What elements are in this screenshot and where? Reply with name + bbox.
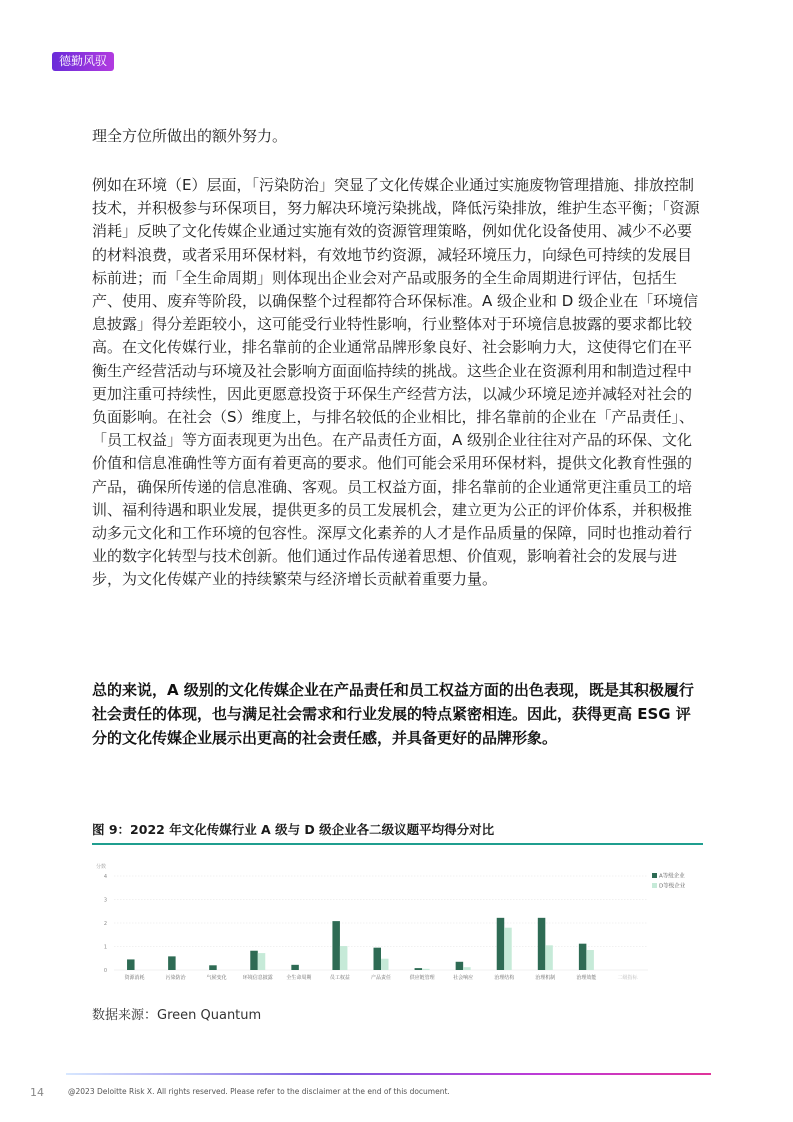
y-tick-label: 0 <box>103 968 107 974</box>
bar-a-9 <box>497 918 505 970</box>
footer-copyright: @2023 Deloitte Risk X. All rights reserved. Please refer to the disclaimer at the end of this document. <box>68 1087 450 1096</box>
chart-y-ticks <box>104 874 107 974</box>
x-tick-label: 治理效能 <box>576 975 597 981</box>
figure-divider <box>92 843 703 845</box>
bar-a-7 <box>415 968 423 970</box>
chart-x-ticks <box>125 974 639 981</box>
bar-a-11 <box>579 944 587 970</box>
legend-swatch <box>652 883 657 888</box>
brand-badge: 德勤风驭 <box>52 52 114 71</box>
paragraph-continuation: 理全方位所做出的额外努力。 <box>92 127 288 145</box>
x-tick-label: 全生命周期 <box>286 975 312 981</box>
bar-a-6 <box>374 948 382 970</box>
x-tick-label: 治理结构 <box>494 975 515 981</box>
y-tick-label: 3 <box>103 897 107 904</box>
bar-d-8 <box>463 967 471 970</box>
bar-d-5 <box>340 946 348 970</box>
figure-title: 图 9：2022 年文化传媒行业 A 级与 D 级企业各二级议题平均得分对比 <box>92 822 495 837</box>
x-tick-label: 二级指标 <box>617 975 638 981</box>
y-axis-label: 分数 <box>96 864 107 870</box>
bar-a-5 <box>332 921 340 970</box>
bar-a-10 <box>538 918 546 970</box>
bar-chart-svg <box>92 852 703 992</box>
x-tick-label: 气候变化 <box>206 975 227 981</box>
legend-swatch <box>652 873 657 878</box>
y-tick-label: 1 <box>103 944 107 951</box>
chart-legend <box>652 872 686 890</box>
x-tick-label: 产品责任 <box>370 975 392 981</box>
x-tick-label: 资源消耗 <box>124 975 145 981</box>
page-number: 14 <box>30 1086 44 1099</box>
bar-d-7 <box>422 969 430 970</box>
x-tick-label: 员工权益 <box>329 975 350 981</box>
bar-d-3 <box>258 953 266 970</box>
bar-a-8 <box>456 962 464 970</box>
footer-divider <box>66 1073 711 1075</box>
bar-a-3 <box>250 951 258 970</box>
x-tick-label: 供应链管理 <box>409 975 435 981</box>
bar-chart <box>92 852 703 992</box>
y-tick-label: 2 <box>103 921 107 927</box>
bar-d-9 <box>504 928 512 970</box>
bar-a-2 <box>209 965 217 970</box>
bar-a-4 <box>291 965 299 970</box>
bar-d-6 <box>381 959 389 970</box>
legend-label: A等级企业 <box>659 873 685 880</box>
chart-bars <box>127 918 594 970</box>
x-tick-label: 治理机制 <box>535 975 556 981</box>
x-tick-label: 污染防治 <box>165 975 186 981</box>
data-source: 数据来源：Green Quantum <box>92 1008 262 1023</box>
bar-d-11 <box>586 950 594 970</box>
bar-a-0 <box>127 959 134 970</box>
paragraph-summary: 总的来说，A 级别的文化传媒企业在产品责任和员工权益方面的出色表现，既是其积极履行社会责任的体现，也与满足社会需求和行业发展的特点紧密相连。因此，获得更高 ESG 评分的文化传媒企业展示出更高的社会责任感，并具备更好的品牌形象。 <box>92 681 694 747</box>
x-tick-label: 社会响应 <box>453 975 474 981</box>
bar-a-1 <box>168 956 176 970</box>
legend-label: D等级企业 <box>659 883 686 890</box>
paragraph-environment-social: 例如在环境（E）层面，「污染防治」突显了文化传媒企业通过实施废物管理措施、排放控制技术，并积极参与环保项目，努力解决环境污染挑战，降低污染排放，维护生态平衡；「资源消耗」反映了文化传媒企业通过实施有效的资源管理策略，例如优化设备使用、减少不必要的材料浪费，或者采用环保材料，有效地节约资源，减轻环境压力，向绿色可持续的发展目标前进；而「全生命周期」则体现出企业会对产品或服务的全生命周期进行评估，包括生产、使用、废弃等阶段，以确保整个过程都符合环保标准。A 级企业和 D 级企业在「环境信息披露」得分差距较小，这可能受行业特性影响，行业整体对于环境信息披露的要求都比较高。在文化传媒行业，排名靠前的企业通常品牌形象良好、社会影响力大，这使得它们在平衡生产经营活动与环境及社会影响方面面临持续的挑战。这些企业在资源利用和制造过程中更加注重可持续性，因此更愿意投资于环保生产经营方法，以减少环境足迹并减轻对社会的负面影响。在社会（S）维度上，与排名较低的企业相比，排名靠前的企业在「产品责任」、「员工权益」等方面表现更为出色。在产品责任方面，A 级别企业往往对产品的环保、文化价值和信息准确性等方面有着更高的要求。他们可能会采用环保材料，提供文化教育性强的产品，确保所传递的信息准确、客观。员工权益方面，排名靠前的企业通常更注重员工的培训、福利待遇和职业发展，提供更多的员工发展机会，建立更为公正的评价体系，并积极推动多元文化和工作环境的包容性。深厚文化素养的人才是作品质量的保障，同时也推动着行业的数字化转型与技术创新。他们通过作品传递着思想、价值观，影响着社会的发展与进步，为文化传媒产业的持续繁荣与经济增长贡献着重要力量。 <box>92 176 700 589</box>
bar-d-10 <box>545 945 553 970</box>
y-tick-label: 4 <box>103 874 107 880</box>
x-tick-label: 环境信息披露 <box>242 975 273 981</box>
